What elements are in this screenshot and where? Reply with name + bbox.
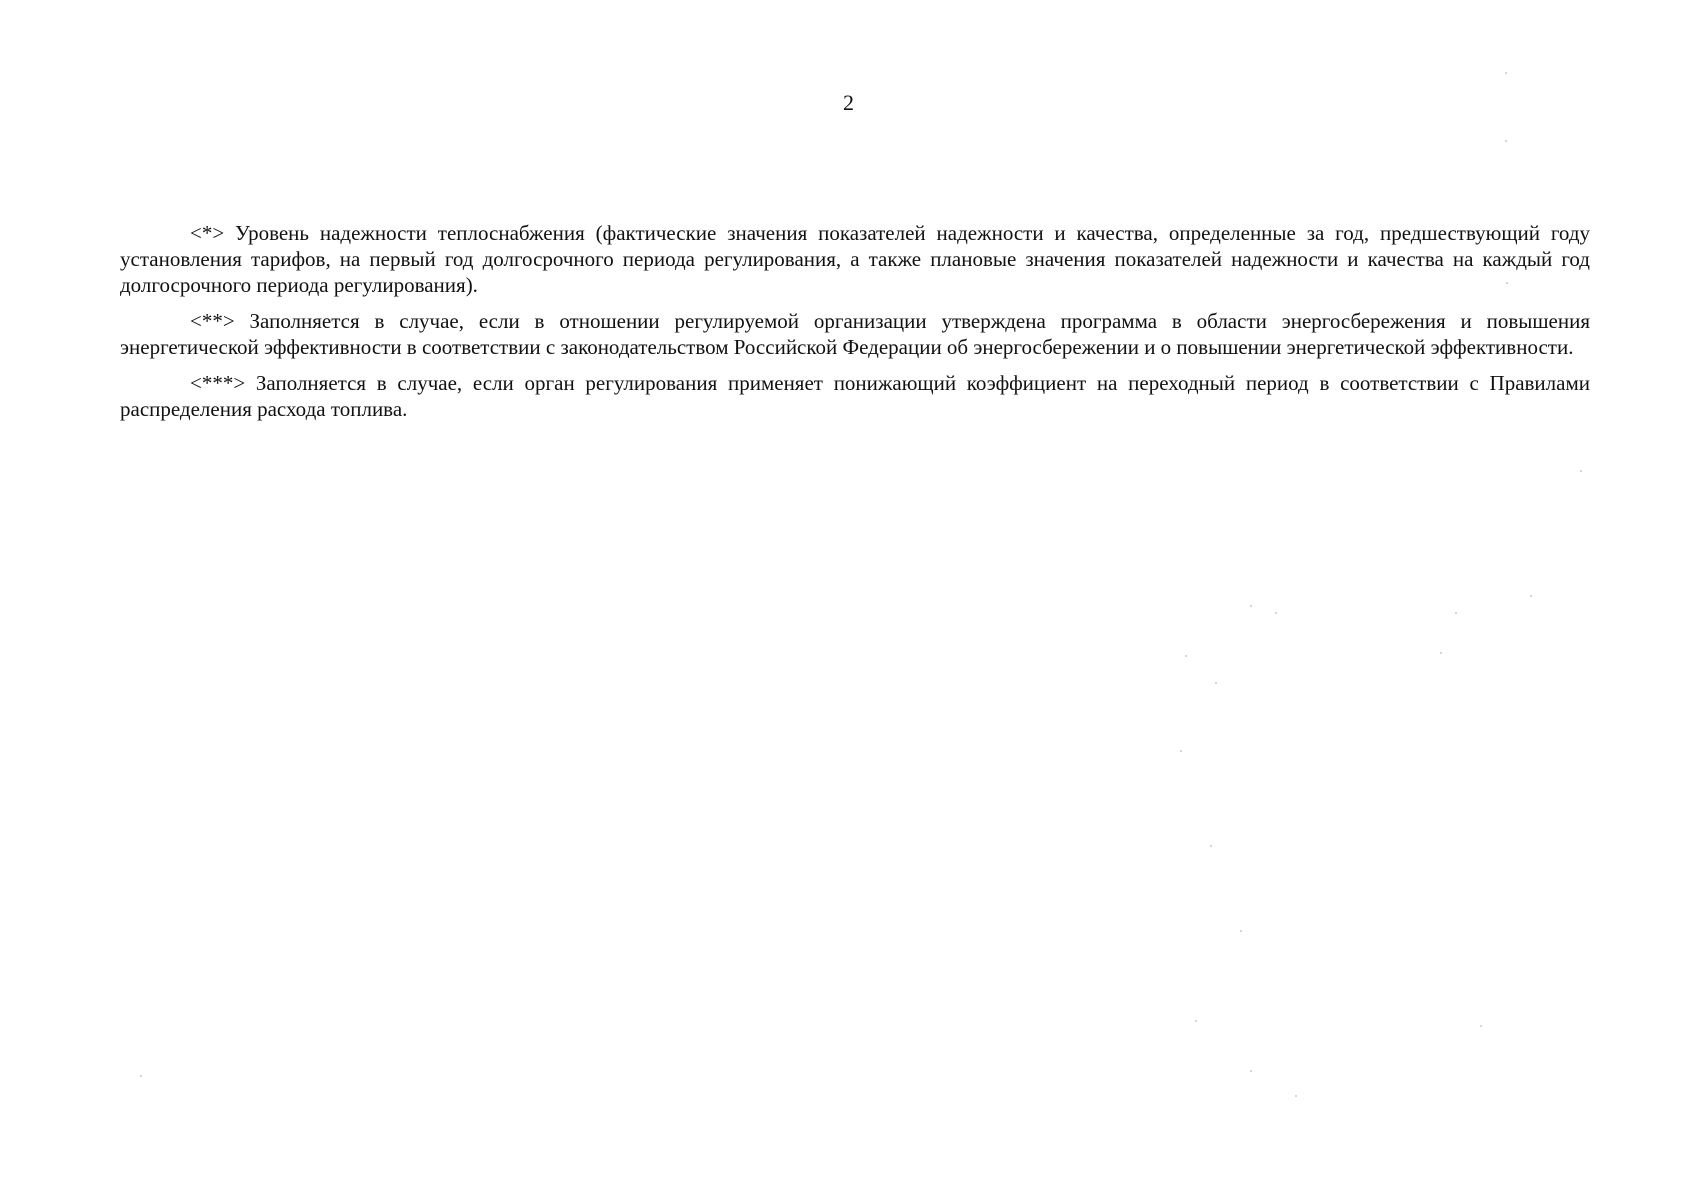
page-number: 2 (843, 90, 854, 115)
scan-speck (1250, 1070, 1252, 1072)
footnote-3: <***> Заполняется в случае, если орган регулирования применяет понижающий коэффициент на переходный период в соответствии с Правилами распределения расхода топлива. (120, 371, 1590, 421)
scan-speck (1195, 1020, 1197, 1022)
scan-speck (1530, 595, 1532, 597)
scan-speck (1505, 140, 1507, 142)
footnote-1: <*> Уровень надежности теплоснабжения (фактические значения показателей надежности и качества, определенные за год, предшествующий году установления тарифов, на первый год долгосрочного периода регулирования, а также плановые значения показателей надежности и качества на каждый год долгосрочного периода регулирования). (120, 221, 1590, 297)
scan-speck (1455, 612, 1457, 614)
scan-speck (1580, 470, 1582, 472)
scan-speck (1506, 282, 1508, 284)
scan-speck (1440, 652, 1442, 654)
scan-speck (1185, 655, 1187, 657)
scan-speck (1215, 682, 1217, 684)
scan-speck (1505, 72, 1507, 74)
scan-speck (1180, 750, 1182, 752)
scan-speck (140, 1075, 142, 1077)
scan-speck (1210, 845, 1212, 847)
scan-speck (1275, 612, 1277, 614)
scan-speck (1240, 930, 1242, 932)
scan-speck (1480, 1025, 1482, 1027)
footnotes-section (120, 220, 1590, 432)
footnote-2: <**> Заполняется в случае, если в отношении регулируемой организации утверждена программа в области энергосбережения и повышения энергетической эффективности в соответствии с законодательством Российской Федерации об энергосбережении и о повышении энергетической эффективности. (120, 309, 1590, 359)
scan-speck (1250, 605, 1252, 607)
scan-speck (1295, 1095, 1297, 1097)
